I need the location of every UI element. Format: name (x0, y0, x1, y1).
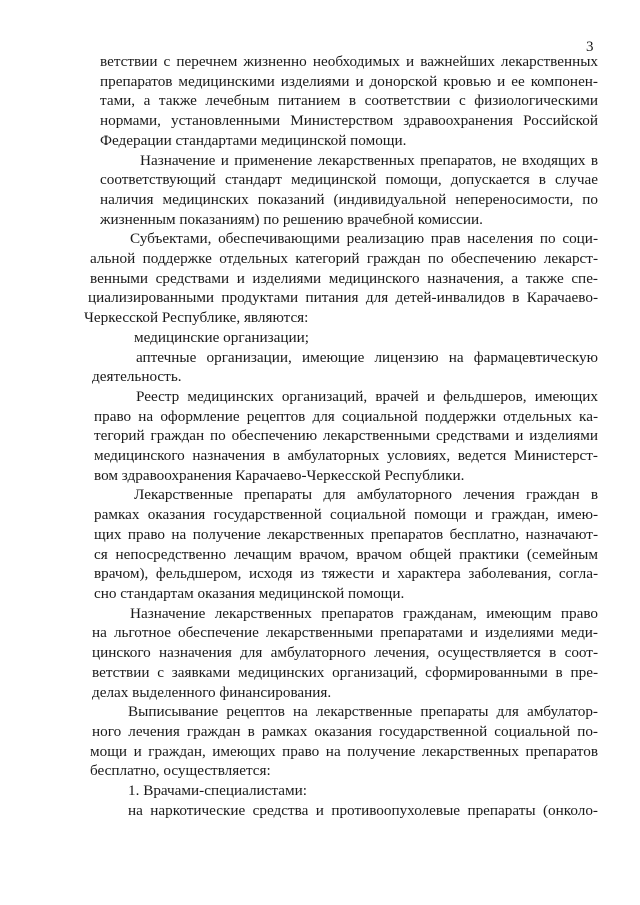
text-line: щих право на получение лекарственных препаратов бесплатно, назначают- (94, 525, 598, 543)
text-line: медицинского назначения в амбулаторных условиях, ведется Министерст- (94, 447, 598, 465)
text-line: аптечные организации, имеющие лицензию на фармацевтическую (136, 348, 598, 366)
page-number: 3 (586, 39, 594, 55)
text-line: деятельность. (92, 368, 182, 386)
text-line: Реестр медицинских организаций, врачей и фельдшеров, имеющих (136, 387, 598, 405)
text-line: Выписывание рецептов на лекарственные препараты для амбулатор- (128, 703, 598, 721)
text-line: сно стандартам оказания медицинской помощи. (94, 584, 405, 602)
text-line: циализированными продуктами питания для детей-инвалидов в Карачаево- (88, 289, 598, 307)
text-line: бесплатно, осуществляется: (90, 762, 271, 780)
text-line: препаратов медицинскими изделиями и донорской кровью и ее компонен- (100, 72, 598, 90)
text-line: венными средствами и изделиями медицинского назначения, а также спе- (90, 269, 598, 287)
text-line: медицинские организации; (134, 328, 309, 346)
text-line: на наркотические средства и противоопухолевые препараты (онколо- (128, 801, 598, 819)
text-line: ветствии с перечнем жизненно необходимых и важнейших лекарственных (100, 53, 598, 70)
text-line: жизненным показаниям) по решению врачебной комиссии. (100, 210, 483, 228)
text-line: право на оформление рецептов для социальной поддержки отдельных ка- (94, 407, 598, 425)
text-line: делах выделенного финансирования. (92, 683, 332, 701)
text-line: соответствующий стандарт медицинской помощи, допускается в случае (100, 171, 598, 189)
text-line: тегорий граждан по обеспечению лекарственными средствами и изделиями (94, 427, 598, 445)
text-line: Назначение и применение лекарственных препаратов, не входящих в (140, 151, 598, 169)
text-line: ся непосредственно лечащим врачом, врачом общей практики (семейным (94, 545, 598, 563)
text-line: Лекарственные препараты для амбулаторного лечения граждан в (134, 486, 598, 504)
text-line: ного лечения граждан в рамках оказания государственной социальной по- (92, 722, 598, 740)
text-line: вом здравоохранения Карачаево-Черкесской Республики. (94, 466, 465, 484)
text-line: тами, а также лечебным питанием в соответствии с физиологическими (100, 92, 598, 110)
text-line: нормами, установленными Министерством здравоохранения Российской (100, 112, 598, 130)
text-line: наличия медицинских показаний (индивидуальной непереносимости, по (100, 190, 598, 208)
page-body-text (84, 52, 598, 820)
text-line: 1. Врачами-специалистами: (128, 782, 307, 800)
text-line: Назначение лекарственных препаратов гражданам, имеющим право (130, 604, 598, 622)
text-line: цинского назначения для амбулаторного лечения, осуществляется в соот- (92, 644, 598, 662)
text-line: Субъектами, обеспечивающими реализацию прав населения по соци- (130, 230, 598, 248)
text-line: Федерации стандартами медицинской помощи. (100, 131, 407, 149)
text-line: ветствии с заявками медицинских организаций, сформированными в пре- (92, 663, 598, 681)
text-line: на льготное обеспечение лекарственными препаратами и изделиями меди- (92, 624, 598, 642)
text-line: Черкесской Республике, являются: (84, 309, 309, 327)
text-line: рамках оказания государственной социальной помощи и граждан, имею- (94, 506, 598, 524)
text-line: мощи и граждан, имеющих право на получение лекарственных препаратов (90, 742, 598, 760)
text-line: врачом), фельдшером, исходя из тяжести и характера заболевания, согла- (94, 565, 598, 583)
text-line: альной поддержке отдельных категорий граждан по обеспечению лекарст- (90, 250, 598, 268)
